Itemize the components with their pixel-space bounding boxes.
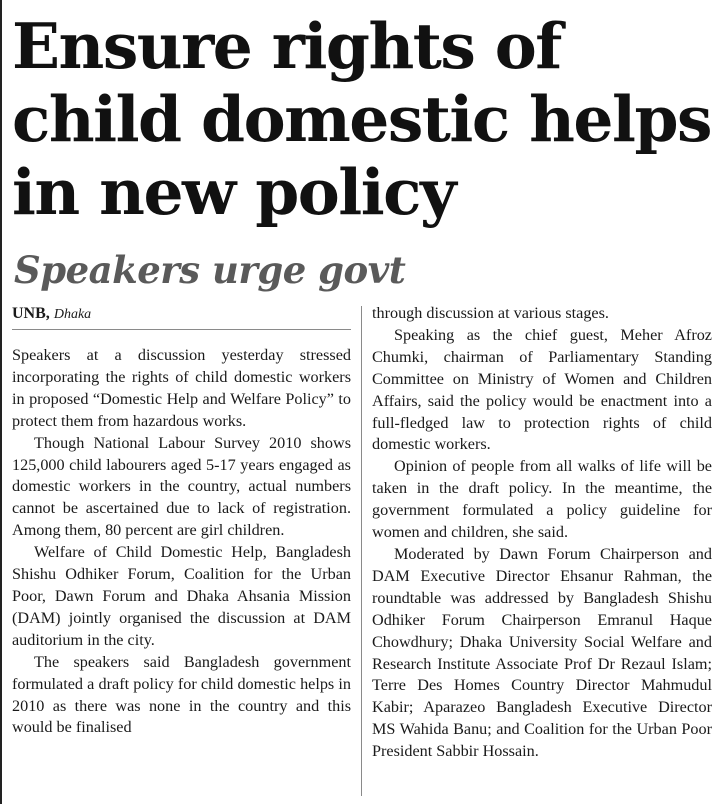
paragraph: Moderated by Dawn Forum Chairperson and DAM Executive Director Ehsanur Rahman, the roundtable was addressed by Bangladesh Shishu Odhiker Forum Chairperson Emranul Haque Chowdhury; Dhaka University Social Welfare and Research Institute Associate Prof Dr Rezaul Islam; Terre Des Homes Country Director Mahmudul Kabir; Aparazeo Bangladesh Executive Director MS Wahida Banu; and Coalition for the Urban Poor President Sabbir Hossain.: [372, 544, 712, 761]
paragraph: Though National Labour Survey 2010 shows 125,000 child labourers aged 5-17 years engaged as domestic workers in the country, actual numbers cannot be ascertained due to lack of registration. Among them, 80 percent are girl children.: [12, 433, 351, 540]
paragraph: Welfare of Child Domestic Help, Bangladesh Shishu Odhiker Forum, Coalition for the Urban Poor, Dawn Forum and Dhaka Ahsania Mission (DAM) jointly organised the discussion at DAM auditorium in the city.: [12, 543, 351, 649]
paragraph: The speakers said Bangladesh government formulated a draft policy for child domestic helps in 2010 as there was none in the country and this would be finalised: [12, 652, 351, 737]
column-divider: [361, 306, 362, 796]
paragraph: through discussion at various stages.: [372, 304, 609, 322]
byline: [12, 303, 351, 325]
paragraph: Speakers at a discussion yesterday stressed incorporating the rights of child domestic workers in proposed “Domestic Help and Welfare Policy” to protect them from hazardous works.: [12, 346, 351, 430]
byline-location: Dhaka: [53, 307, 92, 322]
article-column-right: [372, 303, 712, 763]
byline-agency: UNB,: [12, 305, 50, 322]
byline-rule: [12, 329, 351, 330]
paragraph: Opinion of people from all walks of life will be taken in the draft policy. In the meantime, the government formulated a policy guideline for women and children, she said.: [372, 457, 712, 542]
article-column-left: [12, 303, 351, 739]
headline: Ensure rights of child domestic helps in new policy: [12, 9, 711, 229]
paragraph: Speaking as the chief guest, Meher Afroz Chumki, chairman of Parliamentary Standing Committee on Ministry of Women and Children Affairs, said the policy would be enactment into a full-fledged law to protection rights of child domestic workers.: [372, 325, 712, 454]
subheadline: Speakers urge govt: [14, 248, 406, 292]
